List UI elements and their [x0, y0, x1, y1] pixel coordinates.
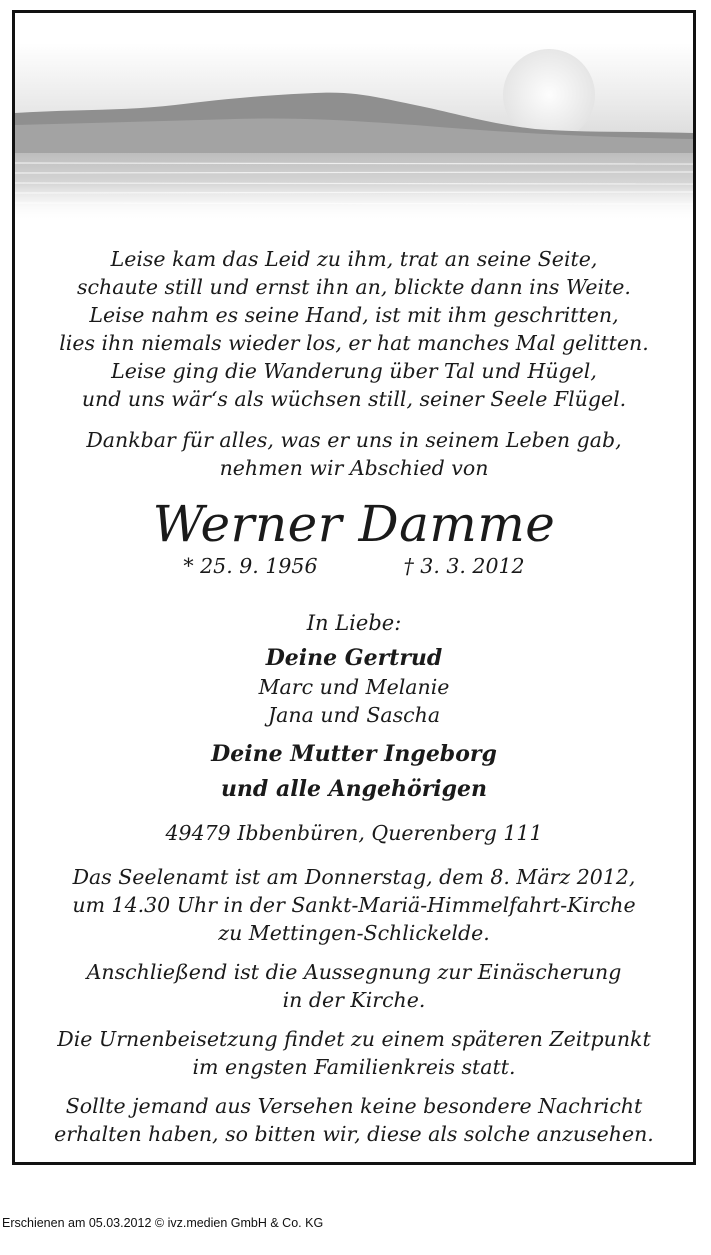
publication-footer: Erschienen am 05.03.2012 © ivz.medien GmbH & Co. KG — [2, 1216, 324, 1230]
poem-line: Leise nahm es seine Hand, ist mit ihm geschritten, — [89, 303, 619, 327]
paragraph-line: in der Kirche. — [282, 988, 426, 1012]
address: 49479 Ibbenbüren, Querenberg 111 — [165, 821, 543, 845]
poem-line: Leise ging die Wanderung über Tal und Hügel, — [111, 359, 597, 383]
deceased-name: Werner Damme — [152, 495, 556, 553]
paragraph-line: Die Urnenbeisetzung findet zu einem späteren Zeitpunkt — [57, 1027, 651, 1051]
life-dates — [15, 552, 693, 580]
mourner-spouse: Deine Gertrud — [265, 645, 443, 671]
burial-paragraph — [15, 1025, 693, 1081]
mother-line: Deine Mutter Ingeborg — [211, 741, 497, 767]
notice-paragraph — [15, 1092, 693, 1148]
intro — [15, 426, 693, 482]
obituary-notice — [12, 10, 696, 1165]
intro-line: nehmen wir Abschied von — [219, 456, 489, 480]
death-date: † 3. 3. 2012 — [403, 554, 525, 578]
poem — [15, 245, 693, 413]
paragraph-line: Anschließend ist die Aussegnung zur Einäscherung — [86, 960, 622, 984]
mourner-family — [15, 673, 693, 729]
poem-line: schaute still und ernst ihn an, blickte dann ins Weite. — [77, 275, 631, 299]
notice-text — [15, 245, 693, 1148]
paragraph-line: Sollte jemand aus Versehen keine besondere Nachricht — [65, 1094, 643, 1118]
paragraph-line: im engsten Familienkreis statt. — [192, 1055, 516, 1079]
birth-date: * 25. 9. 1956 — [183, 554, 318, 578]
mourner-mother — [15, 737, 693, 807]
paragraph-line: erhalten haben, so bitten wir, diese als solche anzusehen. — [54, 1122, 654, 1146]
lake-landscape-image — [15, 13, 693, 221]
family-line: Jana und Sascha — [267, 703, 441, 727]
intro-line: Dankbar für alles, was er uns in seinem Leben gab, — [86, 428, 622, 452]
paragraph-line: um 14.30 Uhr in der Sankt-Mariä-Himmelfahrt-Kirche — [72, 893, 636, 917]
poem-line: und uns wär‘s als wüchsen still, seiner Seele Flügel. — [81, 387, 627, 411]
mourners-heading: In Liebe: — [306, 611, 402, 635]
poem-line: lies ihn niemals wieder los, er hat manches Mal gelitten. — [59, 331, 649, 355]
blessing-paragraph — [15, 958, 693, 1014]
family-line: Marc und Melanie — [258, 675, 450, 699]
paragraph-line: Das Seelenamt ist am Donnerstag, dem 8. März 2012, — [72, 865, 636, 889]
paragraph-line: zu Mettingen-Schlickelde. — [218, 921, 490, 945]
poem-line: Leise kam das Leid zu ihm, trat an seine Seite, — [110, 247, 598, 271]
service-paragraph — [15, 863, 693, 947]
relatives-line: und alle Angehörigen — [220, 776, 488, 802]
